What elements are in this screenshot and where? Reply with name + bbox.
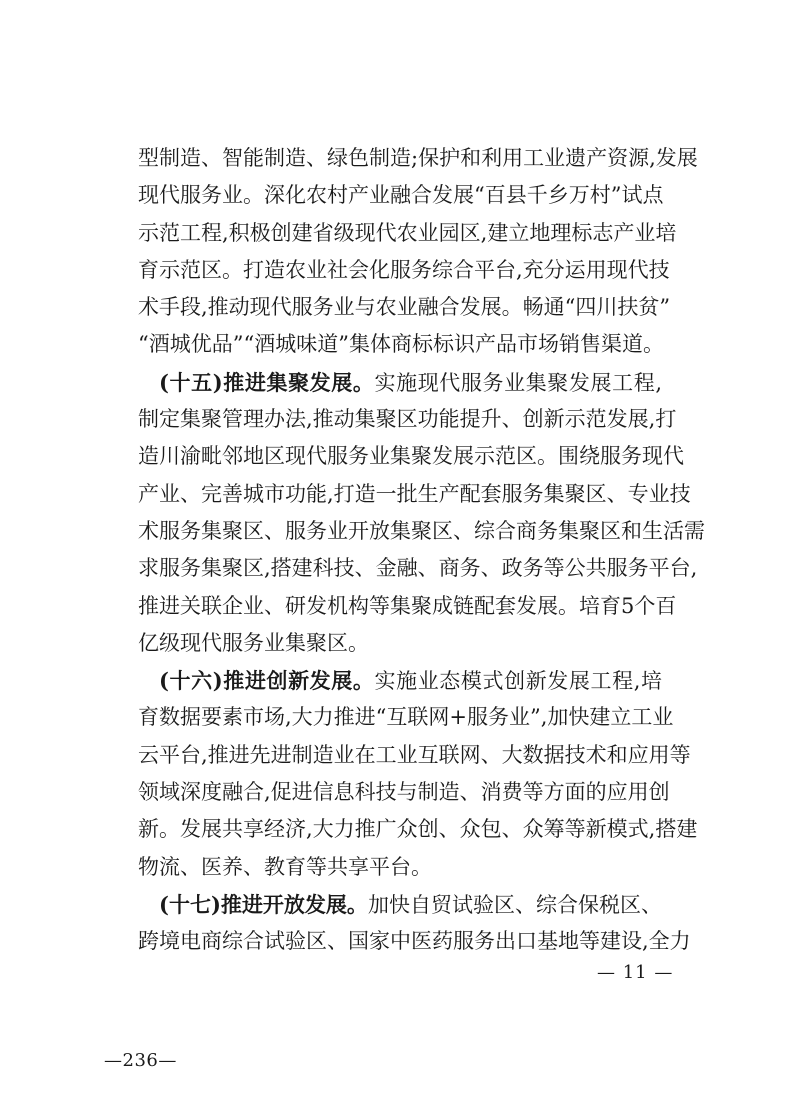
text-line: 现代服务业。深化农村产业融合发展“百县千乡万村”试点 — [138, 183, 664, 208]
paragraph-first-line — [138, 886, 662, 923]
text-line: 领域深度融合,促进信息科技与制造、消费等方面的应用创 — [138, 780, 670, 805]
text-line: 育数据要素市场,大力推进“互联网+服务业”,加快建立工业 — [138, 705, 674, 730]
heading-continuation: 实施业态模式创新发展工程,培 — [374, 669, 662, 694]
text-line: 新。发展共享经济,大力推广众创、众包、众筹等新模式,搭建 — [138, 817, 698, 842]
text-line: 产业、完善城市功能,打造一批生产配套服务集聚区、专业技 — [138, 481, 691, 506]
text-line: 推进关联企业、研发机构等集聚成链配套发展。培育5个百 — [138, 593, 677, 618]
folio-number: —236— — [104, 1050, 177, 1071]
text-line: 型制造、智能制造、绿色制造;保护和利用工业遗产资源,发展 — [138, 146, 698, 170]
text-line: 育示范区。打造农业社会化服务综合平台,充分运用现代技 — [138, 257, 670, 282]
text-line: 造川渝毗邻地区现代服务业集聚发展示范区。围绕服务现代 — [138, 444, 684, 469]
text-line: 术服务集聚区、服务业开放集聚区、综合商务集聚区和生活需 — [138, 518, 705, 543]
section-heading: (十五)推进集聚发展。 — [159, 369, 375, 395]
text-line: 制定集聚管理办法,推动集聚区功能提升、创新示范发展,打 — [138, 407, 677, 432]
heading-continuation: 实施现代服务业集聚发展工程, — [374, 370, 662, 395]
page-number: — 11 — — [597, 962, 674, 983]
section-heading: (十六)推进创新发展。 — [159, 668, 375, 694]
text-line: 术手段,推动现代服务业与农业融合发展。畅通“四川扶贫” — [138, 295, 671, 320]
text-line: 物流、医养、教育等共享平台。 — [138, 854, 432, 879]
paragraph-first-line — [138, 662, 662, 699]
heading-continuation: 加快自贸试验区、综合保税区、 — [367, 892, 663, 917]
text-line: 跨境电商综合试验区、国家中医药服务出口基地等建设,全力 — [138, 929, 691, 954]
section-heading: (十七)推进开放发展。 — [159, 891, 368, 917]
text-line: 示范工程,积极创建省级现代农业园区,建立地理标志产业培 — [138, 220, 677, 245]
body-text — [138, 140, 705, 961]
text-line: 亿级现代服务业集聚区。 — [138, 630, 369, 655]
text-line: “酒城优品”“酒城味道”集体商标标识产品市场销售渠道。 — [138, 332, 664, 357]
paragraph-first-line — [138, 364, 662, 401]
text-line: 云平台,推进先进制造业在工业互联网、大数据技术和应用等 — [138, 742, 691, 767]
text-line: 求服务集聚区,搭建科技、金融、商务、政务等公共服务平台, — [138, 556, 698, 581]
